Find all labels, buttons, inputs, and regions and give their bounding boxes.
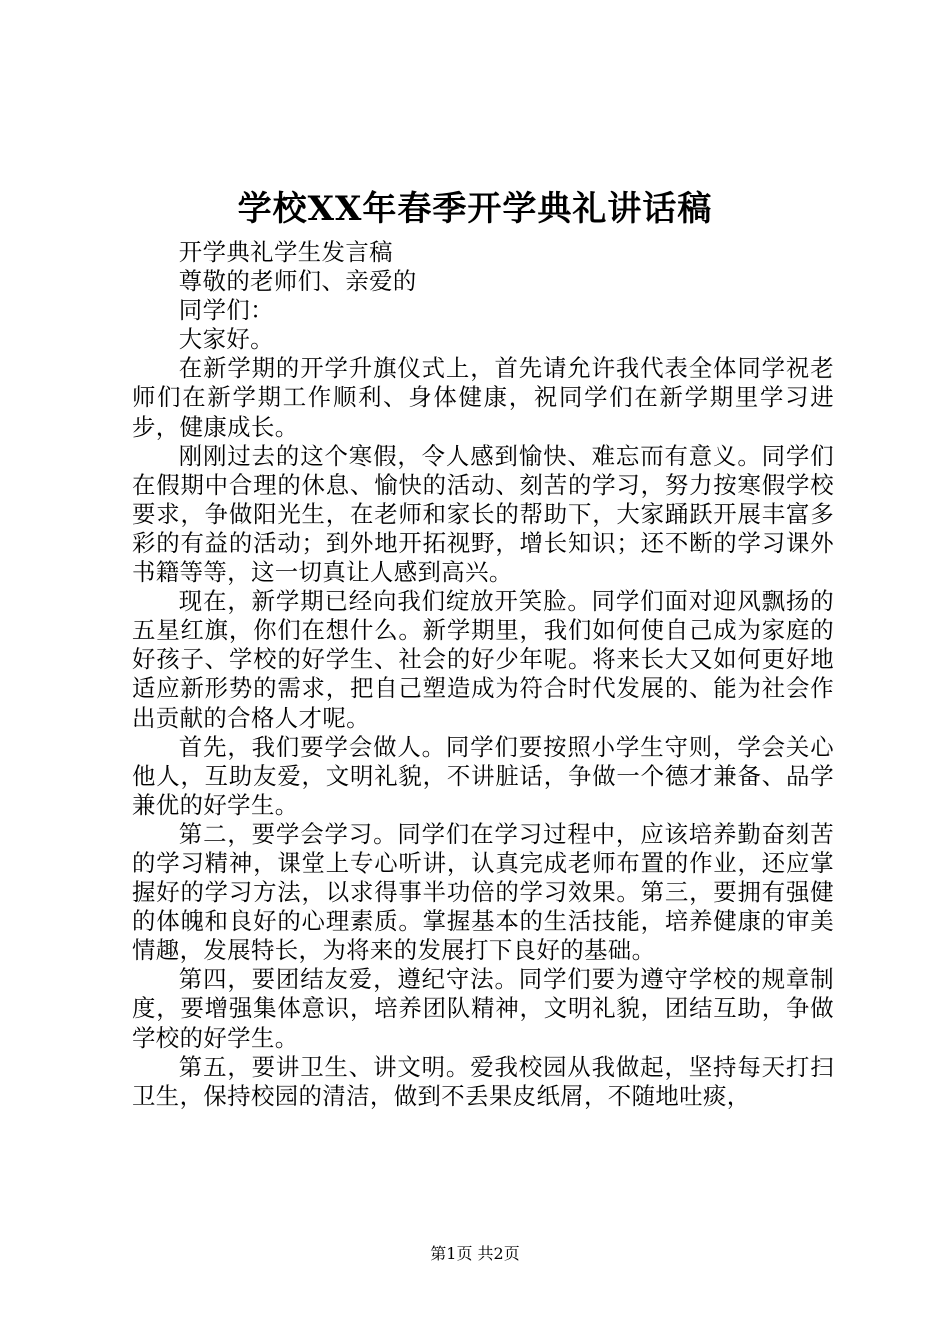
paragraph-greeting: 大家好。 [178, 325, 274, 354]
paragraph-heading: 开学典礼学生发言稿 [178, 238, 393, 266]
paragraph: 在新学期的开学升旗仪式上，首先请允许我代表全体同学祝老师们在新学期工作顺利、身体健康，祝同学们在新学期里学习进步，健康成长。 [132, 354, 834, 441]
paragraph-salutation: 尊敬的老师们、亲爱的 [178, 267, 417, 296]
paragraph: 现在，新学期已经向我们绽放开笑脸。同学们面对迎风飘扬的五星红旗，你们在想什么。新学期里，我们如何使自己成为家庭的好孩子、学校的好学生、社会的好少年呢。将来长大又如何更好地适应新形势的需求，把自己塑造成为符合时代发展的、能为社会作出贡献的合格人才呢。 [132, 587, 834, 732]
paragraph: 第二，要学会学习。同学们在学习过程中，应该培养勤奋刻苦的学习精神，课堂上专心听讲，认真完成老师布置的作业，还应掌握好的学习方法，以求得事半功倍的学习效果。第三，要拥有强健的体魄和良好的心理素质。掌握基本的生活技能，培养健康的审美情趣，发展特长，为将来的发展打下良好的基础。 [132, 819, 834, 965]
document-body [132, 238, 834, 1111]
document-title: 学校XX年春季开学典礼讲话稿 [237, 189, 713, 229]
page-number-footer: 第1页 共2页 [430, 1244, 520, 1263]
paragraph: 刚刚过去的这个寒假，令人感到愉快、难忘而有意义。同学们在假期中合理的休息、愉快的活动、刻苦的学习，努力按寒假学校要求，争做阳光生，在老师和家长的帮助下，大家踊跃开展丰富多彩的有益的活动；到外地开拓视野，增长知识；还不断的学习课外书籍等等，这一切真让人感到高兴。 [132, 441, 834, 587]
paragraph: 第五，要讲卫生、讲文明。爱我校园从我做起，坚持每天打扫卫生，保持校园的清洁，做到不丢果皮纸屑，不随地吐痰， [132, 1052, 834, 1110]
paragraph: 第四，要团结友爱，遵纪守法。同学们要为遵守学校的规章制度，要增强集体意识，培养团队精神，文明礼貌，团结互助，争做学校的好学生。 [132, 965, 834, 1052]
paragraph: 首先，我们要学会做人。同学们要按照小学生守则，学会关心他人，互助友爱，文明礼貌，不讲脏话，争做一个德才兼备、品学兼优的好学生。 [132, 732, 834, 819]
paragraph-salutation-continued: 同学们： [178, 296, 274, 325]
